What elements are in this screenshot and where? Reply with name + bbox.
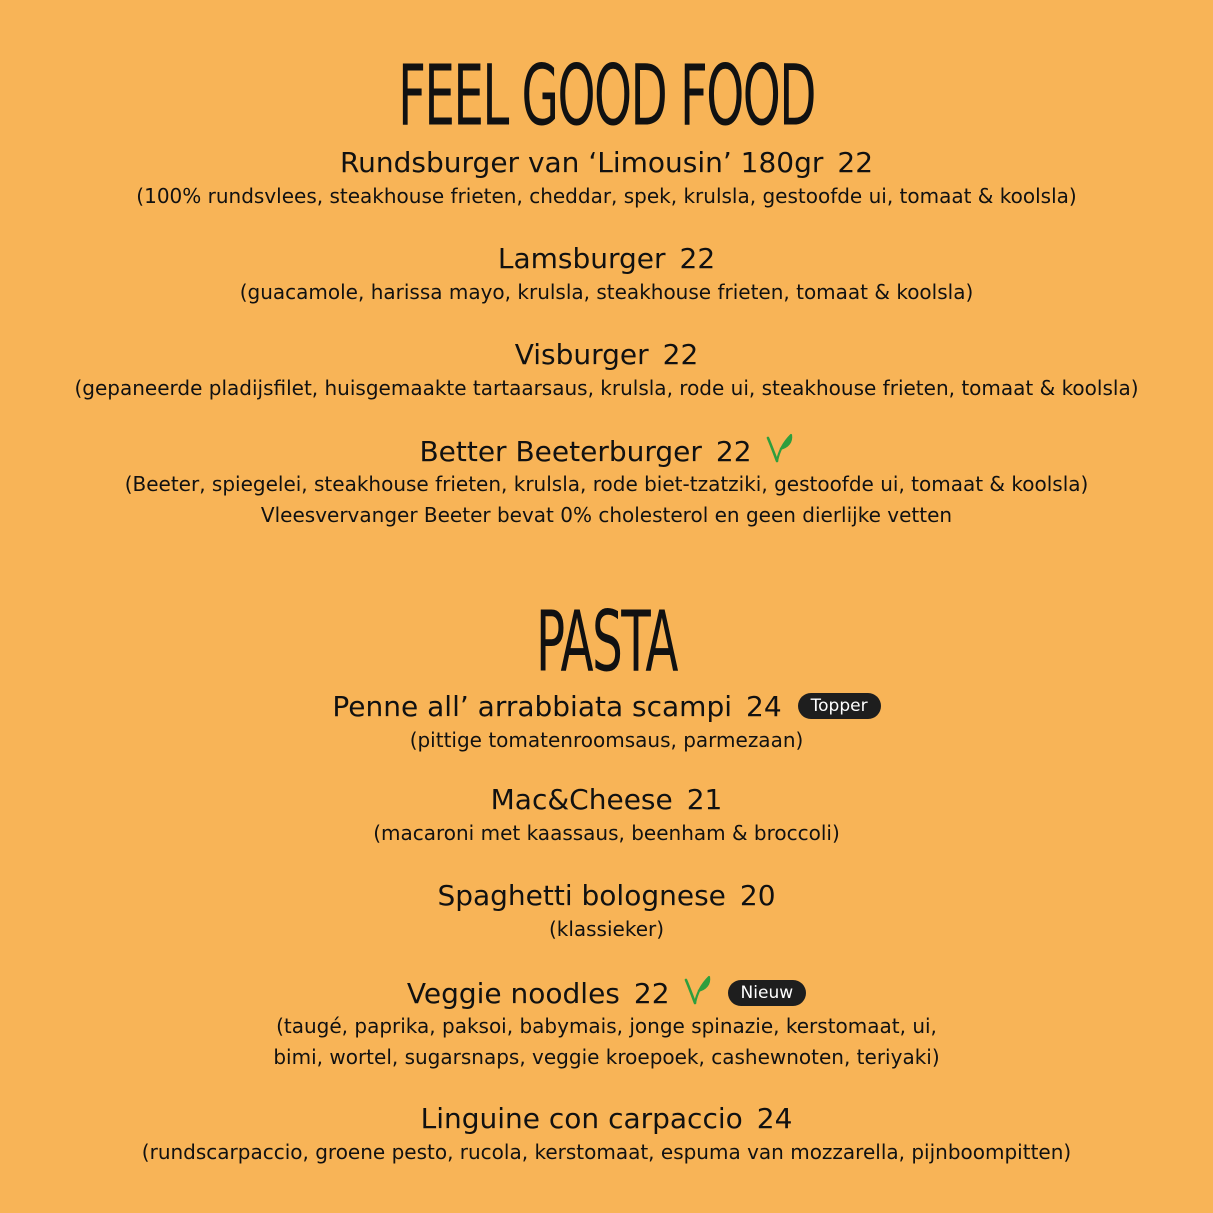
menu-item-price: 22 — [837, 146, 874, 179]
new-badge: Nieuw — [728, 980, 807, 1006]
menu-item-name-line — [0, 878, 1213, 914]
menu-item-description: (taugé, paprika, paksoi, babymais, jonge spinazie, kerstomaat, ui, — [276, 1014, 937, 1038]
menu-item-name-line — [0, 1101, 1213, 1137]
menu-item-name: Visburger — [514, 338, 649, 371]
menu-item-price: 22 — [679, 242, 716, 275]
vegan-leaf-icon — [684, 975, 712, 1005]
menu-item-price: 22 — [715, 435, 752, 468]
menu-item-description: bimi, wortel, sugarsnaps, veggie kroepoek, cashewnoten, teriyaki) — [273, 1045, 940, 1069]
menu-item-name: Veggie noodles — [406, 977, 620, 1010]
menu-item-name-line — [0, 337, 1213, 373]
menu-item-price: 20 — [739, 879, 776, 912]
menu-item-better-beeterburger — [0, 433, 1213, 531]
menu-item-name: Lamsburger — [497, 242, 666, 275]
menu-item-spaghetti-bolognese — [0, 878, 1213, 945]
pasta-section-title: PASTA — [536, 592, 677, 691]
vegan-leaf-icon — [766, 433, 794, 463]
menu-item-name-line — [0, 433, 1213, 469]
menu-item-mac-cheese — [0, 782, 1213, 849]
menu-item-price: 22 — [633, 977, 670, 1010]
menu-item-visburger — [0, 337, 1213, 404]
topper-badge: Topper — [798, 693, 881, 719]
menu-item-name-line — [0, 145, 1213, 181]
menu-item-name: Mac&Cheese — [490, 783, 673, 816]
menu-item-description: (100% rundsvlees, steakhouse frieten, cheddar, spek, krulsla, gestoofde ui, tomaat & koolsla) — [136, 184, 1077, 208]
menu-item-lamsburger — [0, 241, 1213, 308]
menu-item-linguine-carpaccio — [0, 1101, 1213, 1168]
menu-item-note: Vleesvervanger Beeter bevat 0% cholesterol en geen dierlijke vetten — [260, 503, 953, 527]
menu-item-penne-arrabbiata — [0, 689, 1213, 756]
menu-item-description: (Beeter, spiegelei, steakhouse frieten, krulsla, rode biet-tzatziki, gestoofde ui, tomaat & koolsla) — [124, 472, 1089, 496]
menu-item-name: Spaghetti bolognese — [437, 879, 726, 912]
menu-item-name-line — [0, 689, 1213, 725]
menu-item-name-line — [0, 782, 1213, 818]
menu-item-price: 22 — [662, 338, 699, 371]
menu-item-veggie-noodles — [0, 975, 1213, 1073]
menu-item-name: Penne all’ arrabbiata scampi — [332, 690, 732, 723]
menu-item-description: (macaroni met kaassaus, beenham & broccoli) — [373, 821, 840, 845]
menu-item-description: (guacamole, harissa mayo, krulsla, steakhouse frieten, tomaat & koolsla) — [239, 280, 974, 304]
menu-item-rundsburger — [0, 145, 1213, 212]
menu-item-name: Better Beeterburger — [419, 435, 702, 468]
menu-item-name: Rundsburger van ‘Limousin’ 180gr — [339, 146, 824, 179]
burgers-section-title: FEEL GOOD FOOD — [398, 46, 815, 145]
menu-item-description: (klassieker) — [548, 917, 665, 941]
menu-item-name-line — [0, 241, 1213, 277]
menu-item-description: (rundscarpaccio, groene pesto, rucola, kerstomaat, espuma van mozzarella, pijnboompitten) — [141, 1140, 1072, 1164]
menu-item-name-line — [0, 975, 1213, 1011]
menu-item-description: (gepaneerde pladijsfilet, huisgemaakte tartaarsaus, krulsla, rode ui, steakhouse frieten, tomaat & koolsla) — [74, 376, 1139, 400]
menu-item-price: 24 — [756, 1102, 793, 1135]
menu-item-price: 21 — [686, 783, 723, 816]
menu-item-description: (pittige tomatenroomsaus, parmezaan) — [409, 728, 804, 752]
menu-item-price: 24 — [746, 690, 782, 723]
menu-item-name: Linguine con carpaccio — [420, 1102, 743, 1135]
